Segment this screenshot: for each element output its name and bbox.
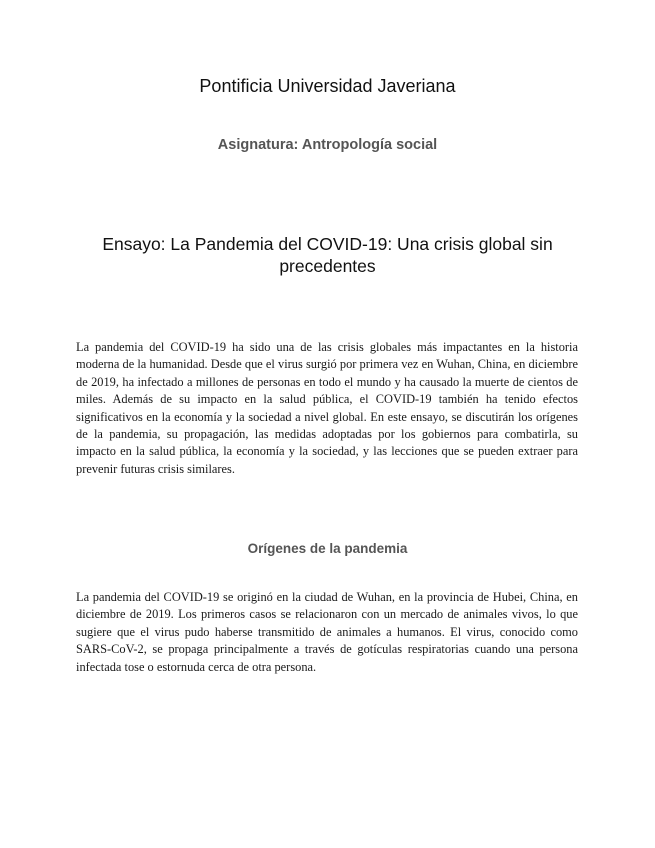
university-name: Pontificia Universidad Javeriana	[199, 76, 456, 96]
intro-paragraph: La pandemia del COVID-19 ha sido una de las crisis globales más impactantes en la historia moderna de la humanidad. Desde que el virus surgió por primera vez en Wuhan, China, en diciembre de 2019, ha infectado a millones de personas en todo el mundo y ha causado la muerte de cientos de miles. Además de su impacto en la salud pública, el COVID-19 también ha tenido efectos significativos en la economía y la sociedad a nivel global. En este ensayo, se discutirán los orígenes de la pandemia, su propagación, las medidas adoptadas por los gobiernos para combatirla, su impacto en la salud pública, la economía y la sociedad, y las lecciones que se pueden extraer para prevenir futuras crisis similares.	[76, 340, 578, 476]
essay-title: Ensayo: La Pandemia del COVID-19: Una crisis global sin precedentes	[102, 234, 553, 276]
origins-paragraph: La pandemia del COVID-19 se originó en la ciudad de Wuhan, en la provincia de Hubei, China, en diciembre de 2019. Los primeros casos se relacionaron con un mercado de animales vivos, lo que sugiere que el virus pudo haberse transmitido de animales a humanos. El virus, conocido como SARS-CoV-2, se propaga principalmente a través de gotículas respiratorias cuando una persona infectada tose o estornuda cerca de otra persona.	[76, 590, 578, 674]
subject-heading: Asignatura: Antropología social	[217, 137, 438, 153]
section-heading-origins: Orígenes de la pandemia	[247, 541, 408, 556]
